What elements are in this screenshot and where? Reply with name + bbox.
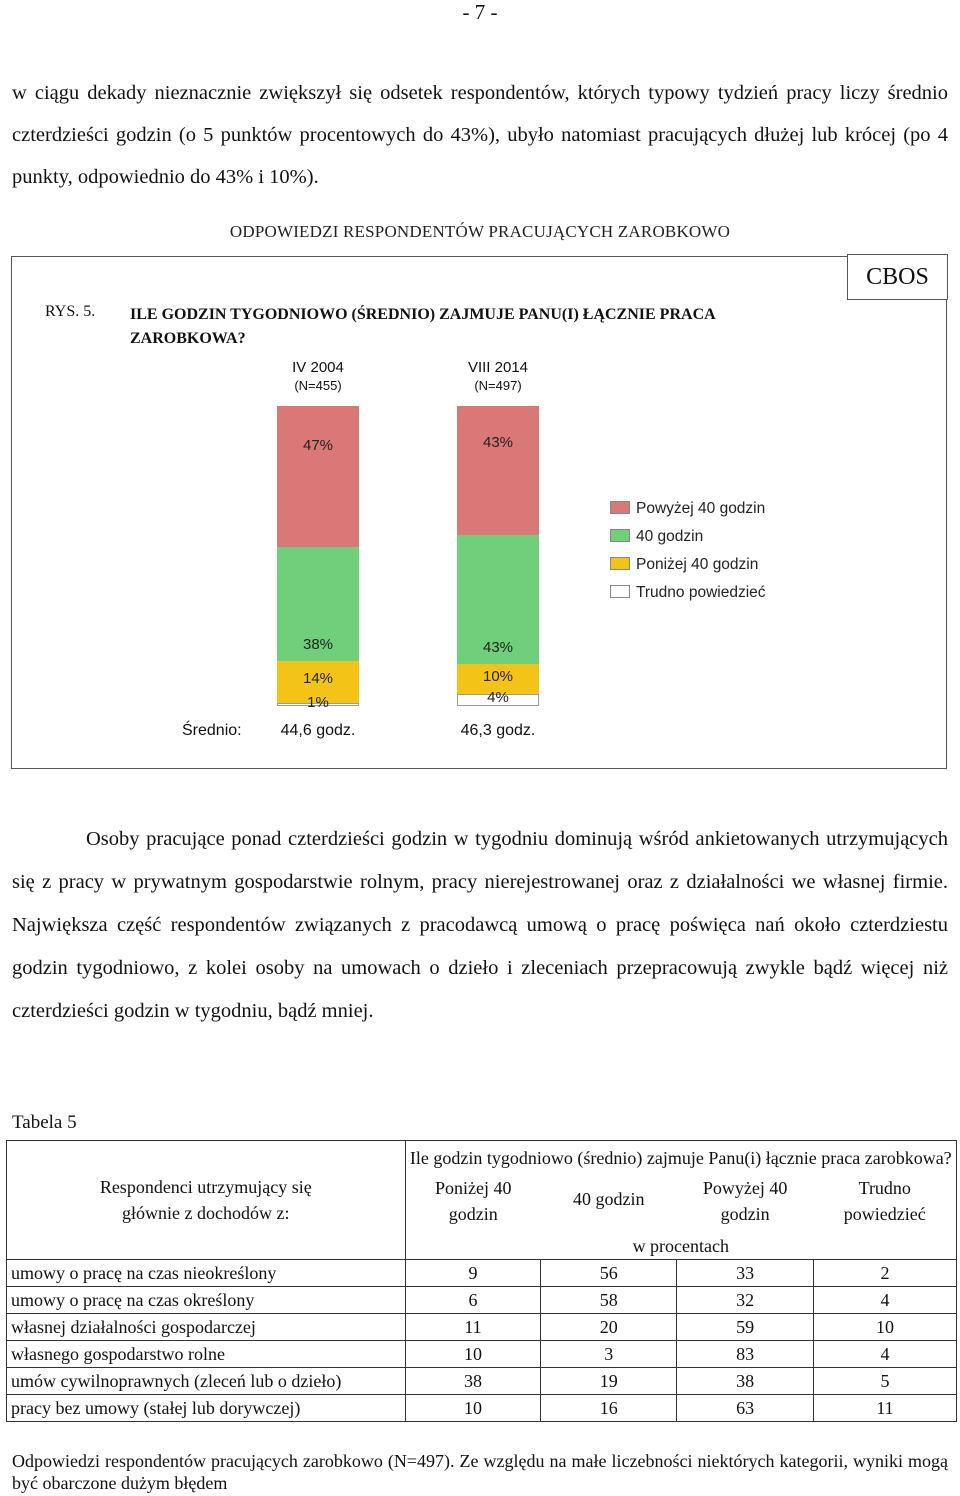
table-cell: 59: [677, 1314, 814, 1341]
table-row: [7, 1287, 957, 1314]
average-value: 44,6 godz.: [280, 722, 356, 739]
legend-item: [610, 583, 766, 603]
column-header-hard-to-say: Trudno powiedzieć: [814, 1171, 957, 1227]
table-cell: 19: [541, 1368, 677, 1395]
bar-data-label: 1%: [307, 694, 329, 711]
bar-data-label: 10%: [482, 668, 514, 685]
bar-header: [438, 359, 558, 395]
column-header-40: 40 godzin: [573, 1189, 645, 1209]
bar-header: [258, 359, 378, 395]
source-box: CBOS: [847, 254, 948, 300]
body-paragraph: Osoby pracujące ponad czterdzieści godzin w tygodniu dominują wśród ankietowanych utrzymujących się z pracy w prywatnym gospodarstwie rolnym, pracy nierejestrowanej oraz z działalności we własnej firmie. Największa część respondentów związanych z pracodawcą umową o pracę poświęca nań około czterdziestu godzin tygodniowo, z kolei osoby na umowach o dzieło i zleceniach przepracowują zwykle bądź więcej niż czterdzieści godzin w tygodniu, bądź mniej.: [12, 828, 948, 1022]
bar-segment: [457, 689, 539, 706]
table-body: [7, 1260, 957, 1422]
figure-label: RYS. 5.: [45, 303, 96, 320]
table-cell: 4: [814, 1287, 957, 1314]
figure-heading: ODPOWIEDZI RESPONDENTÓW PRACUJĄCYCH ZAROBKOWO: [229, 222, 731, 241]
row-label: umowy o pracę na czas określony: [7, 1287, 406, 1314]
bar-data-label: 38%: [302, 636, 334, 653]
legend-label: 40 godzin: [636, 528, 704, 545]
table-title: Tabela 5: [12, 1112, 77, 1133]
table-cell: 10: [405, 1395, 541, 1422]
bar-segment: [457, 406, 539, 535]
row-label: pracy bez umowy (stałej lub dorywczej): [7, 1395, 406, 1422]
table-question-header: Ile godzin tygodniowo (średnio) zajmuje Panu(i) łącznie praca zarobkowa?: [405, 1141, 956, 1172]
bar-category-label: IV 2004: [292, 359, 344, 376]
table-cell: 9: [405, 1260, 541, 1287]
bar-segment: [277, 547, 359, 661]
table-cell: 11: [405, 1314, 541, 1341]
table-cell: 3: [541, 1341, 677, 1368]
table-row: [7, 1395, 957, 1422]
table-cell: 6: [405, 1287, 541, 1314]
table-footnote: Odpowiedzi respondentów pracujących zarobkowo (N=497). Ze względu na małe liczebności niektórych kategorii, wyniki mogą być obarczone dużym błędem: [12, 1451, 948, 1493]
average-label: Średnio:: [182, 722, 242, 739]
row-label: umów cywilnoprawnych (zleceń lub o dzieło): [7, 1368, 406, 1395]
table-cell: 20: [541, 1314, 677, 1341]
table-cell: 38: [405, 1368, 541, 1395]
legend-swatch: [610, 557, 630, 570]
bar-segment: [277, 406, 359, 547]
table-cell: 10: [814, 1314, 957, 1341]
table-5: [6, 1140, 957, 1422]
page-number: - 7 -: [462, 0, 498, 24]
table-unit: w procentach: [405, 1227, 956, 1260]
table-cell: 83: [677, 1341, 814, 1368]
bar-sample-size-label: (N=455): [294, 378, 342, 393]
legend-item: [610, 527, 703, 547]
bar-data-label: 43%: [482, 639, 514, 656]
legend-swatch: [610, 501, 630, 514]
legend-label: Trudno powiedzieć: [636, 584, 766, 601]
table-cell: 58: [541, 1287, 677, 1314]
average-value: 46,3 godz.: [460, 722, 536, 739]
table-row-header: Respondenci utrzymujący się głównie z dochodów z:: [7, 1141, 406, 1260]
table-row: [7, 1368, 957, 1395]
table-cell: 63: [677, 1395, 814, 1422]
table-row: [7, 1341, 957, 1368]
bar-data-label: 4%: [487, 689, 509, 706]
table-cell: 2: [814, 1260, 957, 1287]
intro-paragraph: w ciągu dekady nieznacznie zwiększył się odsetek respondentów, których typowy tydzień pracy liczy średnio czterdzieści godzin (o 5 punktów procentowych do 43%), ubyło natomiast pracujących dłużej lub krócej (po 4 punkty, odpowiednio do 43% i 10%).: [12, 82, 948, 188]
bar-segment: [277, 694, 359, 711]
table-cell: 56: [541, 1260, 677, 1287]
table-cell: 11: [814, 1395, 957, 1422]
table-cell: 38: [677, 1368, 814, 1395]
bar-data-label: 47%: [302, 437, 334, 455]
figure-question: ILE GODZIN TYGODNIOWO (ŚREDNIO) ZAJMUJE PANU(I) ŁĄCZNIE PRACA ZAROBKOWA?: [130, 306, 715, 347]
bar-segment: [457, 535, 539, 664]
legend-label: Poniżej 40 godzin: [636, 556, 759, 573]
bar-category-label: VIII 2014: [467, 359, 529, 376]
column-header-above-40: Powyżej 40 godzin: [702, 1178, 788, 1224]
row-label: własnej działalności gospodarczej: [7, 1314, 406, 1341]
table-row: [7, 1260, 957, 1287]
bar-data-label: 14%: [302, 670, 334, 687]
table-cell: 16: [541, 1395, 677, 1422]
bar-data-label: 43%: [482, 434, 514, 452]
legend-swatch: [610, 529, 630, 542]
legend-item: [610, 555, 758, 575]
legend-label: Powyżej 40 godzin: [636, 500, 766, 517]
table-cell: 33: [677, 1260, 814, 1287]
table-cell: 4: [814, 1341, 957, 1368]
column-header-below-40: Poniżej 40 godzin: [405, 1171, 541, 1227]
row-label: umowy o pracę na czas nieokreślony: [7, 1260, 406, 1287]
legend-swatch: [610, 585, 630, 598]
row-label: własnego gospodarstwo rolne: [7, 1341, 406, 1368]
table-cell: 32: [677, 1287, 814, 1314]
table-row: [7, 1314, 957, 1341]
bar-sample-size-label: (N=497): [474, 378, 522, 393]
legend-item: [610, 499, 765, 519]
table-cell: 5: [814, 1368, 957, 1395]
table-cell: 10: [405, 1341, 541, 1368]
